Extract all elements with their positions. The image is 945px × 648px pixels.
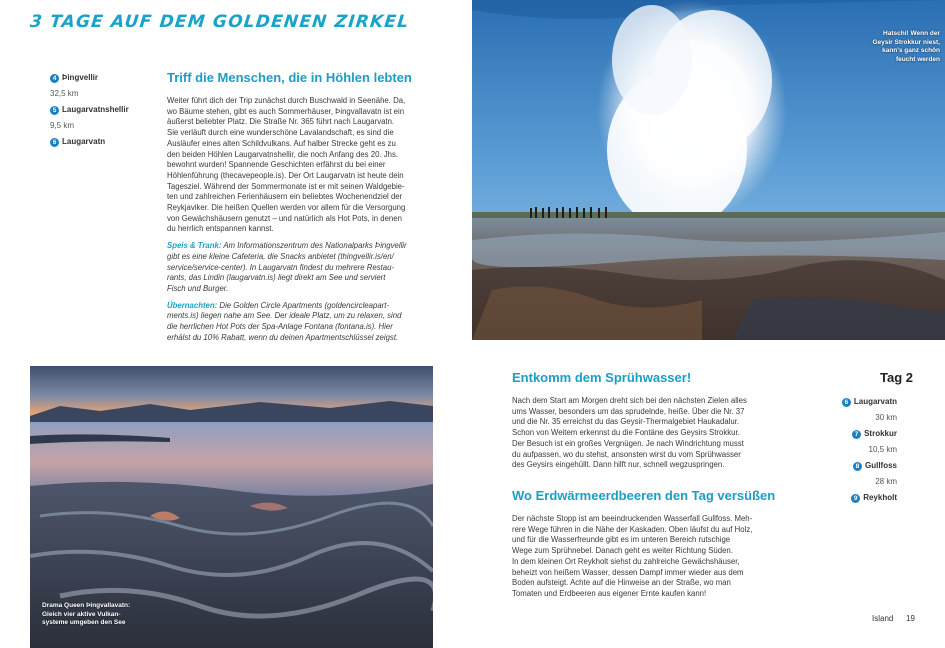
route-distance: 32,5 km [50, 89, 79, 98]
section-title-spray: Entkomm dem Sprühwasser! [512, 370, 692, 385]
route-stop: 7 Strokkur [825, 426, 897, 442]
section-title-caves: Triff die Menschen, die in Höhlen lebten [167, 70, 412, 85]
section-body-caves: Weiter führt dich der Trip zunächst durch Buschwald in Seenähe. Da, wo Bäume stehen, gibt es auch Sommerhäuser, Þingvallavatn ist ein äußerst beliebter Platz. Die Straße Nr. 365 führt nach Laugarvatn. Sie verläuft durch eine wunderschöne Lavalandschaft, es sind die Ausläufer eines alten Schildvulkans. Auf halber Strecke geht es zu den beiden Höhlen Laugarvatnshellir, die noch Anfang des 20. Jhs. bewohnt wurden! Spannende Geschichten erfährst du bei einer Höhlenführung (thecavepeople.is). Der Ort Laugarvatn ist heute dein Tagesziel. Während der Sommermonate ist er mit seinen Waldgebie- ten und zahlreichen Ferienhäusern ein beliebtes Wochenendziel der Reykjaviker. Die heißen Quellen werden vor allem für die Versorgung von Gewächshäusern genutzt – und natürlich als Hot Pots, in denen du herrlich entspannen kannst. Speis & Trank: Am Informationszentrum des Nationalparks Þingvellir gibt es eine kleine Cafeteria, die Snacks anbietet (thingvellir.is/en/ service/service-center). In Laugarvatn findest du mehrere Restau- rants, das Lindin (laugarvatn.is) liegt direkt am See und serviert Fisch und Burger. Übernachten: Die Golden Circle Apartments (goldencircleapart- ments.is) liegen nahe am See. Der ideale Platz, um zu relaxen, sind die herrlichen Hot Pots der Spa-Anlage Fontana (fontana.is). Hier erhälst du 10% Rabatt, wenn du deinen Apartmentschlüssel zeigst. [167, 96, 439, 349]
section-body-strawberries: Der nächste Stopp ist am beeindruckenden Wasserfall Gullfoss. Meh- rere Wege führen in die Nähe der Kaskaden. Oben läufst du auf Holz, und für die Wasserfreunde gibt es im unteren Bereich rutschige Wege zum Sprühnebel. Danach geht es weiter Richtung Süden. In dem kleinen Ort Reykholt siehst du zahlreiche Gewächshäuser, beheizt von heißem Wasser, dessen Dampf immer wieder aus dem Boden aufsteigt. Achte auf die Hinweise an der Straße, wo man Tomaten und Erdbeeren aus eigener Ernte kaufen kann! [512, 514, 753, 598]
photo-lake [30, 366, 433, 648]
route-stop: 4 Þingvellir [50, 70, 150, 86]
route-distance: 10,5 km [868, 445, 897, 454]
route-stop: 8 Gullfoss [825, 458, 897, 474]
page-number: 19 [906, 614, 915, 623]
caption-geysir: Hatschi! Wenn der Geysir Strokkur niest, kann's ganz schön feucht werden [872, 30, 940, 63]
route-distance: 30 km [875, 413, 897, 422]
route-stop: 9 Reykholt [825, 490, 897, 506]
route-list-day2 [825, 394, 897, 506]
route-distance: 28 km [875, 477, 897, 486]
food-tip: Speis & Trank: Am Informationszentrum des Nationalparks Þingvellir gibt es eine kleine Cafeteria, die Snacks anbietet (thingvellir.is/en/ service/service-center). In Laugarvatn findest du mehrere Restau- rants, das Lindin (laugarvatn.is) liegt direkt am See und serviert Fisch und Burger. [167, 241, 407, 293]
chapter-title: 3 TAGE AUF DEM GOLDENEN ZIRKEL [28, 12, 411, 32]
section-body-spray: Nach dem Start am Morgen dreht sich bei den nächsten Zielen alles ums Wasser, besonders um das sprudelnde, heiße. Über die Nr. 37 und die Nr. 35 erreichst du das Geysir-Thermalgebiet Haukadalur. Schon von Weitem erkennst du die Fontäne des Geysirs Strokkur. Der Besuch ist ein großes Vergnügen. Je nach Windrichtung musst du aufpassen, wo du stehst, ansonsten wirst du vom Sprühwasser des Geysirs eingehüllt. Dann hilft nur, schnell wegzuspringen. [512, 396, 747, 470]
day-label: Tag 2 [880, 370, 913, 385]
footer-country: Island [872, 614, 894, 623]
caption-lake: Drama Queen Þingvallavatn: Gleich vier aktive Vulkan- systeme umgeben den See [42, 602, 131, 626]
route-list-day1 [50, 70, 150, 150]
photo-geysir [472, 0, 945, 340]
route-stop: 6 Laugarvatn [825, 394, 897, 410]
stay-tip: Übernachten: Die Golden Circle Apartments (goldencircleapart- ments.is) liegen nahe am See. Der ideale Platz, um zu relaxen, sind die herrlichen Hot Pots der Spa-Anlage Fontana (fontana.is). Hier erhälst du 10% Rabatt, wenn du deinen Apartmentschlüssel zeigst. [167, 300, 402, 342]
route-stop: 5 Laugarvatnshellir [50, 102, 150, 118]
route-stop: 6 Laugarvatn [50, 134, 150, 150]
section-title-strawberries: Wo Erdwärmeerdbeeren den Tag versüßen [512, 488, 776, 503]
route-distance: 9,5 km [50, 121, 75, 130]
